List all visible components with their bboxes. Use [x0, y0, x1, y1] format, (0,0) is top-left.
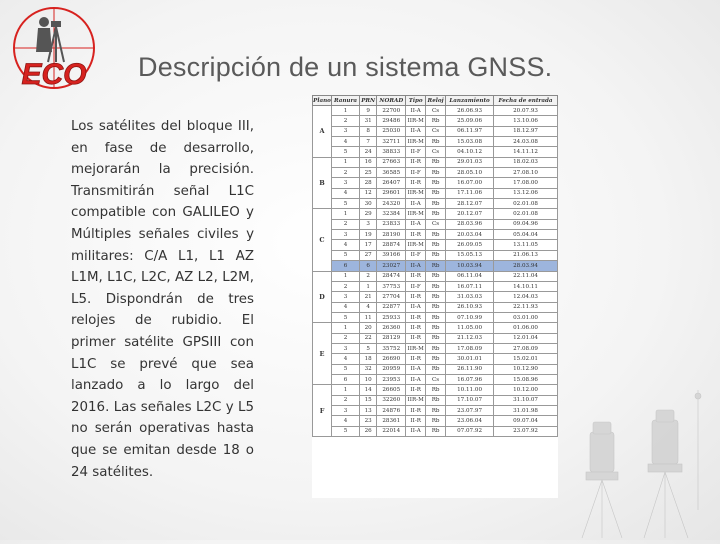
table-cell: IIR-M	[406, 395, 426, 405]
table-cell: 36585	[377, 168, 406, 178]
table-cell: 20.07.93	[494, 106, 558, 116]
table-cell: II-R	[406, 178, 426, 188]
table-header-cell: PRN	[361, 97, 376, 104]
table-cell: 22	[359, 333, 376, 343]
table-cell: 1	[332, 157, 360, 167]
table-cell: 3	[332, 126, 360, 136]
table-cell: 29.01.03	[446, 157, 494, 167]
table-cell: II-R	[406, 323, 426, 333]
table-header-cell: NORAD	[377, 96, 406, 106]
table-row	[313, 199, 558, 209]
table-cell: 15.05.13	[446, 250, 494, 260]
table-row	[313, 302, 558, 312]
table-cell: IIR-M	[406, 188, 426, 198]
table-header-cell: Plano	[313, 97, 331, 104]
table-cell: II-A	[406, 106, 426, 116]
table-cell: 27	[359, 250, 376, 260]
table-cell: 22.11.04	[494, 271, 558, 281]
table-cell: 27.08.10	[494, 168, 558, 178]
table-cell: 12.04.03	[494, 292, 558, 302]
table-cell: 21.12.03	[446, 333, 494, 343]
table-cell: 14.11.12	[494, 147, 558, 157]
table-cell: 6	[359, 261, 376, 271]
table-cell: 25933	[377, 312, 406, 322]
table-row	[313, 147, 558, 157]
table-cell: 11.05.00	[446, 323, 494, 333]
table-cell: 07.10.99	[446, 312, 494, 322]
table-cell: 28474	[377, 271, 406, 281]
table-cell: 26407	[377, 178, 406, 188]
table-cell: Rb	[426, 250, 446, 260]
table-cell: 04.10.12	[446, 147, 494, 157]
table-cell: 3	[332, 230, 360, 240]
table-cell: 20959	[377, 364, 406, 374]
table-row	[313, 271, 558, 281]
table-row	[313, 126, 558, 136]
table-cell: II-F	[406, 250, 426, 260]
table-cell: 2	[359, 271, 376, 281]
table-cell: 5	[332, 364, 360, 374]
table-cell: 2	[332, 281, 360, 291]
table-cell: 02.01.08	[494, 199, 558, 209]
table-cell: 09.04.96	[494, 219, 558, 229]
table-cell: II-A	[406, 374, 426, 384]
table-cell: 23.06.04	[446, 416, 494, 426]
table-cell: 2	[332, 168, 360, 178]
table-cell: 20.03.04	[446, 230, 494, 240]
table-cell: 28.05.10	[446, 168, 494, 178]
table-cell: 23953	[377, 374, 406, 384]
table-cell: 1	[359, 281, 376, 291]
table-cell: Rb	[426, 261, 446, 271]
table-cell: 10.12.00	[494, 385, 558, 395]
table-cell: 26.09.05	[446, 240, 494, 250]
table-cell: II-R	[406, 271, 426, 281]
table-cell: 26.06.93	[446, 106, 494, 116]
table-cell: 11	[359, 312, 376, 322]
table-row	[313, 416, 558, 426]
table-cell: 31.01.98	[494, 405, 558, 415]
table-cell: IIR-M	[406, 343, 426, 353]
table-cell: Rb	[426, 405, 446, 415]
table-cell: 30.01.01	[446, 354, 494, 364]
table-cell: 28361	[377, 416, 406, 426]
table-cell: Rb	[426, 209, 446, 219]
table-cell: 37753	[377, 281, 406, 291]
table-cell: IIR-M	[406, 240, 426, 250]
table-cell: 16.07.00	[446, 178, 494, 188]
table-cell: 4	[332, 137, 360, 147]
table-row	[313, 240, 558, 250]
table-row	[313, 364, 558, 374]
table-row	[313, 426, 558, 436]
table-cell: 13.10.06	[494, 116, 558, 126]
table-cell: 10.11.00	[446, 385, 494, 395]
table-cell: Cs	[426, 219, 446, 229]
table-cell: Cs	[426, 126, 446, 136]
table-cell: 18	[359, 354, 376, 364]
table-cell: 23.07.92	[494, 426, 558, 436]
table-cell: 2	[332, 219, 360, 229]
table-cell: II-R	[406, 292, 426, 302]
table-row	[313, 354, 558, 364]
table-cell: IIR-M	[406, 116, 426, 126]
table-row	[313, 292, 558, 302]
table-row	[313, 261, 558, 271]
table-cell: Rb	[426, 354, 446, 364]
table-cell: 17.11.06	[446, 188, 494, 198]
table-cell: 22014	[377, 426, 406, 436]
table-cell: 2	[332, 395, 360, 405]
plane-cell: F	[313, 385, 332, 437]
table-row	[313, 230, 558, 240]
table-cell: 9	[359, 106, 376, 116]
table-cell: 15.03.08	[446, 137, 494, 147]
table-cell: 10.03.94	[446, 261, 494, 271]
table-row	[313, 395, 558, 405]
table-cell: 07.07.92	[446, 426, 494, 436]
table-cell: 28129	[377, 333, 406, 343]
table-cell: 24	[359, 147, 376, 157]
table-cell: Rb	[426, 137, 446, 147]
table-cell: Rb	[426, 395, 446, 405]
table-cell: II-A	[406, 302, 426, 312]
table-cell: Cs	[426, 147, 446, 157]
surveyor-logo-icon	[36, 17, 64, 62]
table-cell: 16.07.11	[446, 281, 494, 291]
table-cell: 28.03.94	[494, 261, 558, 271]
logo-text: ECO	[21, 58, 87, 91]
table-cell: II-R	[406, 354, 426, 364]
table-cell: 17.10.07	[446, 395, 494, 405]
table-cell: 1	[332, 385, 360, 395]
table-cell: Rb	[426, 312, 446, 322]
table-cell: 4	[332, 188, 360, 198]
table-cell: Rb	[426, 157, 446, 167]
table-cell: 06.11.04	[446, 271, 494, 281]
table-cell: 12.01.04	[494, 333, 558, 343]
table-cell: 13.11.05	[494, 240, 558, 250]
table-cell: 22700	[377, 106, 406, 116]
table-cell: 26360	[377, 323, 406, 333]
table-cell: Rb	[426, 343, 446, 353]
table-cell: II-A	[406, 199, 426, 209]
table-cell: 32	[359, 364, 376, 374]
table-cell: 17	[359, 240, 376, 250]
table-cell: 20.12.07	[446, 209, 494, 219]
table-cell: II-R	[406, 385, 426, 395]
table-cell: Rb	[426, 416, 446, 426]
table-cell: Rb	[426, 188, 446, 198]
table-cell: 25.09.06	[446, 116, 494, 126]
table-cell: 32384	[377, 209, 406, 219]
table-cell: 28190	[377, 230, 406, 240]
table-cell: 22.11.93	[494, 302, 558, 312]
table-cell: 6	[332, 261, 360, 271]
table-cell: II-A	[406, 426, 426, 436]
table-row	[313, 137, 558, 147]
table-cell: Rb	[426, 116, 446, 126]
table-cell: 28.12.07	[446, 199, 494, 209]
table-cell: 17.08.00	[494, 178, 558, 188]
table-cell: IIR-M	[406, 137, 426, 147]
table-cell: 4	[332, 354, 360, 364]
table-cell: 3	[359, 219, 376, 229]
table-cell: II-R	[406, 333, 426, 343]
table-header-cell: Reloj	[427, 97, 444, 104]
table-cell: Rb	[426, 168, 446, 178]
table-cell: 18.12.97	[494, 126, 558, 136]
table-cell: 3	[332, 178, 360, 188]
table-cell: 13.12.06	[494, 188, 558, 198]
table-cell: 4	[332, 240, 360, 250]
table-cell: II-F	[406, 147, 426, 157]
table-cell: 29601	[377, 188, 406, 198]
table-cell: 32260	[377, 395, 406, 405]
table-cell: 21	[359, 292, 376, 302]
satellite-table-container	[312, 95, 558, 498]
table-cell: II-A	[406, 261, 426, 271]
body-paragraph: Los satélites del bloque III, en fase de desarrollo, mejorarán la precisión. Transmitirán señal L1C compatible con GALILEO y Múltiples señales civiles y militares: C/A L1, L1 AZ L1M, L1C, L2C, AZ L2, L2M, L5. Dispondrán de tres relojes de rubidio. El primer satélite GPSIII con L1C se prevé que sea lanzado a lo largo del 2016. Las señales L2C y L5 no serán operativas hasta que se emitan desde 18 o 24 satélites.	[71, 119, 254, 480]
table-cell: 01.06.00	[494, 323, 558, 333]
table-row	[313, 116, 558, 126]
table-cell: 20	[359, 323, 376, 333]
table-cell: 23027	[377, 261, 406, 271]
table-cell: 4	[359, 302, 376, 312]
table-row	[313, 405, 558, 415]
table-cell: Rb	[426, 292, 446, 302]
table-cell: II-R	[406, 312, 426, 322]
plane-cell: C	[313, 209, 332, 271]
table-cell: 10	[359, 374, 376, 384]
table-row	[313, 188, 558, 198]
table-row	[313, 219, 558, 229]
table-cell: 2	[332, 116, 360, 126]
table-row	[313, 312, 558, 322]
table-cell: IIR-M	[406, 209, 426, 219]
table-cell: 35752	[377, 343, 406, 353]
table-cell: 26690	[377, 354, 406, 364]
table-cell: 10.12.90	[494, 364, 558, 374]
table-cell: 3	[332, 292, 360, 302]
table-row	[313, 157, 558, 167]
table-cell: 26.10.93	[446, 302, 494, 312]
table-header-cell: Tipo	[406, 96, 426, 106]
table-cell: 3	[332, 343, 360, 353]
table-cell: Rb	[426, 240, 446, 250]
table-cell: Rb	[426, 281, 446, 291]
table-cell: 38833	[377, 147, 406, 157]
table-header-row	[313, 96, 558, 106]
table-cell: 2	[332, 333, 360, 343]
table-cell: 15	[359, 395, 376, 405]
table-cell: Rb	[426, 323, 446, 333]
plane-cell: A	[313, 106, 332, 158]
table-cell: Rb	[426, 364, 446, 374]
table-cell: 03.01.00	[494, 312, 558, 322]
eco-logo	[8, 6, 100, 94]
plane-cell: B	[313, 157, 332, 209]
table-cell: 06.11.97	[446, 126, 494, 136]
table-cell: 28	[359, 178, 376, 188]
table-cell: 16	[359, 157, 376, 167]
plane-cell: D	[313, 271, 332, 323]
table-cell: 5	[332, 250, 360, 260]
table-cell: 14.10.11	[494, 281, 558, 291]
table-cell: 4	[332, 302, 360, 312]
table-cell: 7	[359, 137, 376, 147]
table-cell: 32711	[377, 137, 406, 147]
table-cell: 4	[332, 416, 360, 426]
table-cell: II-F	[406, 168, 426, 178]
table-row	[313, 323, 558, 333]
table-cell: 16.07.96	[446, 374, 494, 384]
table-cell: 26.11.90	[446, 364, 494, 374]
table-cell: II-R	[406, 230, 426, 240]
table-cell: Cs	[426, 106, 446, 116]
table-cell: 39166	[377, 250, 406, 260]
table-row	[313, 343, 558, 353]
table-cell: 24320	[377, 199, 406, 209]
plane-cell: E	[313, 323, 332, 385]
table-row	[313, 374, 558, 384]
table-cell: 1	[332, 106, 360, 116]
table-row	[313, 178, 558, 188]
page-title: Descripción de un sistema GNSS.	[138, 52, 553, 82]
table-cell: 05.04.04	[494, 230, 558, 240]
table-cell: Rb	[426, 230, 446, 240]
table-cell: 15.02.01	[494, 354, 558, 364]
table-cell: Rb	[426, 271, 446, 281]
table-cell: 02.01.08	[494, 209, 558, 219]
table-cell: 5	[332, 312, 360, 322]
table-cell: 22877	[377, 302, 406, 312]
table-cell: Rb	[426, 426, 446, 436]
table-cell: 26	[359, 426, 376, 436]
table-cell: 31.03.03	[446, 292, 494, 302]
table-cell: 17.08.09	[446, 343, 494, 353]
table-row	[313, 209, 558, 219]
table-cell: II-R	[406, 405, 426, 415]
table-cell: 31	[359, 116, 376, 126]
table-cell: Rb	[426, 178, 446, 188]
table-header-cell: Fecha de entrada	[494, 96, 558, 106]
table-cell: 29486	[377, 116, 406, 126]
table-cell: 29	[359, 209, 376, 219]
table-cell: 23	[359, 416, 376, 426]
table-cell: 13	[359, 405, 376, 415]
table-cell: II-F	[406, 281, 426, 291]
table-cell: 28.03.96	[446, 219, 494, 229]
table-cell: 5	[332, 426, 360, 436]
table-cell: II-A	[406, 126, 426, 136]
table-cell: 21.06.13	[494, 250, 558, 260]
table-cell: 8	[359, 126, 376, 136]
table-row	[313, 106, 558, 116]
table-cell: 18.02.03	[494, 157, 558, 167]
table-cell: 23.07.97	[446, 405, 494, 415]
table-cell: 1	[332, 271, 360, 281]
table-cell: II-R	[406, 157, 426, 167]
table-cell: II-A	[406, 364, 426, 374]
table-cell: 26605	[377, 385, 406, 395]
table-cell: II-R	[406, 416, 426, 426]
total-station-instruments-image	[560, 390, 720, 540]
table-cell: 30	[359, 199, 376, 209]
table-cell: Rb	[426, 302, 446, 312]
table-cell: 3	[332, 405, 360, 415]
table-cell: 28874	[377, 240, 406, 250]
table-cell: 5	[359, 343, 376, 353]
table-cell: 25	[359, 168, 376, 178]
table-row	[313, 281, 558, 291]
table-row	[313, 333, 558, 343]
table-cell: 5	[332, 199, 360, 209]
table-cell: 24876	[377, 405, 406, 415]
table-cell: 24.03.08	[494, 137, 558, 147]
table-cell: 31.10.07	[494, 395, 558, 405]
table-row	[313, 250, 558, 260]
table-cell: 27663	[377, 157, 406, 167]
table-cell: 12	[359, 188, 376, 198]
table-cell: Cs	[426, 374, 446, 384]
table-cell: 1	[332, 323, 360, 333]
table-cell: II-A	[406, 219, 426, 229]
table-cell: Rb	[426, 385, 446, 395]
table-cell: 14	[359, 385, 376, 395]
table-cell: Rb	[426, 333, 446, 343]
table-cell: 1	[332, 209, 360, 219]
table-cell: Rb	[426, 199, 446, 209]
table-cell: 6	[332, 374, 360, 384]
table-cell: 09.07.04	[494, 416, 558, 426]
table-cell: 15.08.96	[494, 374, 558, 384]
table-cell: 27.08.09	[494, 343, 558, 353]
table-header-cell: Lanzamiento	[446, 96, 494, 106]
table-cell: 25030	[377, 126, 406, 136]
satellite-table	[312, 95, 558, 437]
table-row	[313, 168, 558, 178]
table-cell: 19	[359, 230, 376, 240]
table-cell: 27704	[377, 292, 406, 302]
table-cell: 5	[332, 147, 360, 157]
table-cell: 23833	[377, 219, 406, 229]
table-header-cell: Ranura	[332, 96, 360, 106]
table-row	[313, 385, 558, 395]
